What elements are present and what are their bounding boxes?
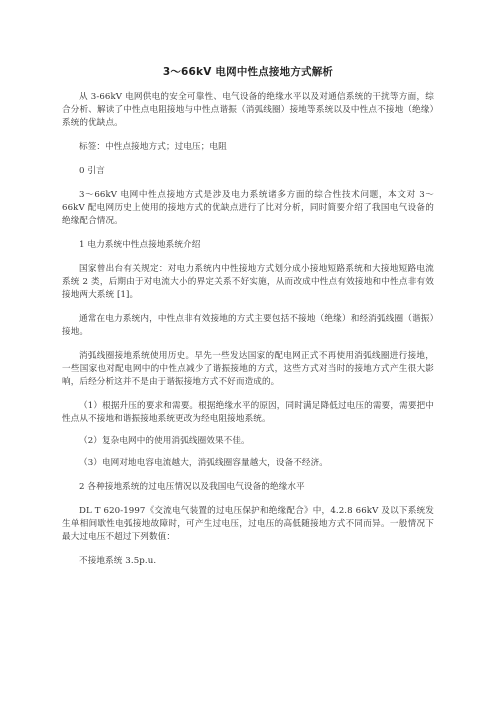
intro-paragraph: 3～66kV 电网中性点接地方式是涉及电力系统诸多方面的综合性技术问题，本文对 3～66kV 配电网历史上使用的接地方式的优缺点进行了比对分析，同时简要介绍了我国电气设备的绝缘配合情况。 [62, 190, 434, 226]
section-1-paragraph-3: 消弧线圈接地系统使用历史。早先一些发达国家的配电网正式不再使用消弧线圈进行接地，一些国家也对配电网中的中性点减少了谐振接地的方式，这些方式对当时的接地方式产生很大影响，后经分析这并不是由于谐振接地方式不好而造成的。 [62, 351, 434, 387]
section-1-heading: 1 电力系统中性点接地系统介绍 [79, 240, 201, 250]
section-2-item-1: 不接地系统 3.5p.u. [79, 556, 157, 566]
abstract-paragraph: 从 3-66kV 电网供电的安全可靠性、电气设备的绝缘水平以及对通信系统的干扰等方面，综合分析、解读了中性点电阻接地与中性点谐振（消弧线圈）接地等系统以及中性点不接地（绝缘）系统的优缺点。 [62, 92, 434, 128]
document-page [62, 64, 434, 568]
section-2-heading: 2 各种接地系统的过电压情况以及我国电气设备的绝缘水平 [79, 482, 305, 492]
section-1-item-2: （2）复杂电网中的使用消弧线圈效果不佳。 [79, 436, 250, 446]
section-0-heading: 0 引言 [79, 166, 105, 176]
keywords-line: 标签：中性点接地方式；过电压；电阻 [79, 142, 227, 152]
section-1-paragraph-1: 国家曾出台有关规定：对电力系统内中性接地方式划分成小接地短路系统和大接地短路电流系统 2 类，后期由于对电流大小的界定关系不好实施，从而改成中性点有效接地和中性点非有效接地两大系统 [1]。 [62, 264, 434, 300]
section-1-paragraph-2: 通常在电力系统内，中性点非有效接地的方式主要包括不接地（绝缘）和经消弧线圈（谐振）接地。 [62, 314, 434, 337]
document-title: 3～66kV 电网中性点接地方式解析 [162, 66, 334, 78]
section-1-item-1: （1）根据升压的要求和需要。根据绝缘水平的原因，同时满足降低过电压的需要，需要把中性点从不接地和谐振接地系统更改为经电阻接地系统。 [62, 401, 434, 424]
section-1-item-3: （3）电网对地电容电流越大，消弧线圈容量越大，设备不经济。 [79, 458, 328, 468]
section-2-paragraph-1: DL T 620-1997《交流电气装置的过电压保护和绝缘配合》中，4.2.8 66kV 及以下系统发生单相间歇性电弧接地故障时，可产生过电压，过电压的高低随接地方式不同而异。一般情况下最大过电压不超过下列数值： [62, 506, 434, 542]
